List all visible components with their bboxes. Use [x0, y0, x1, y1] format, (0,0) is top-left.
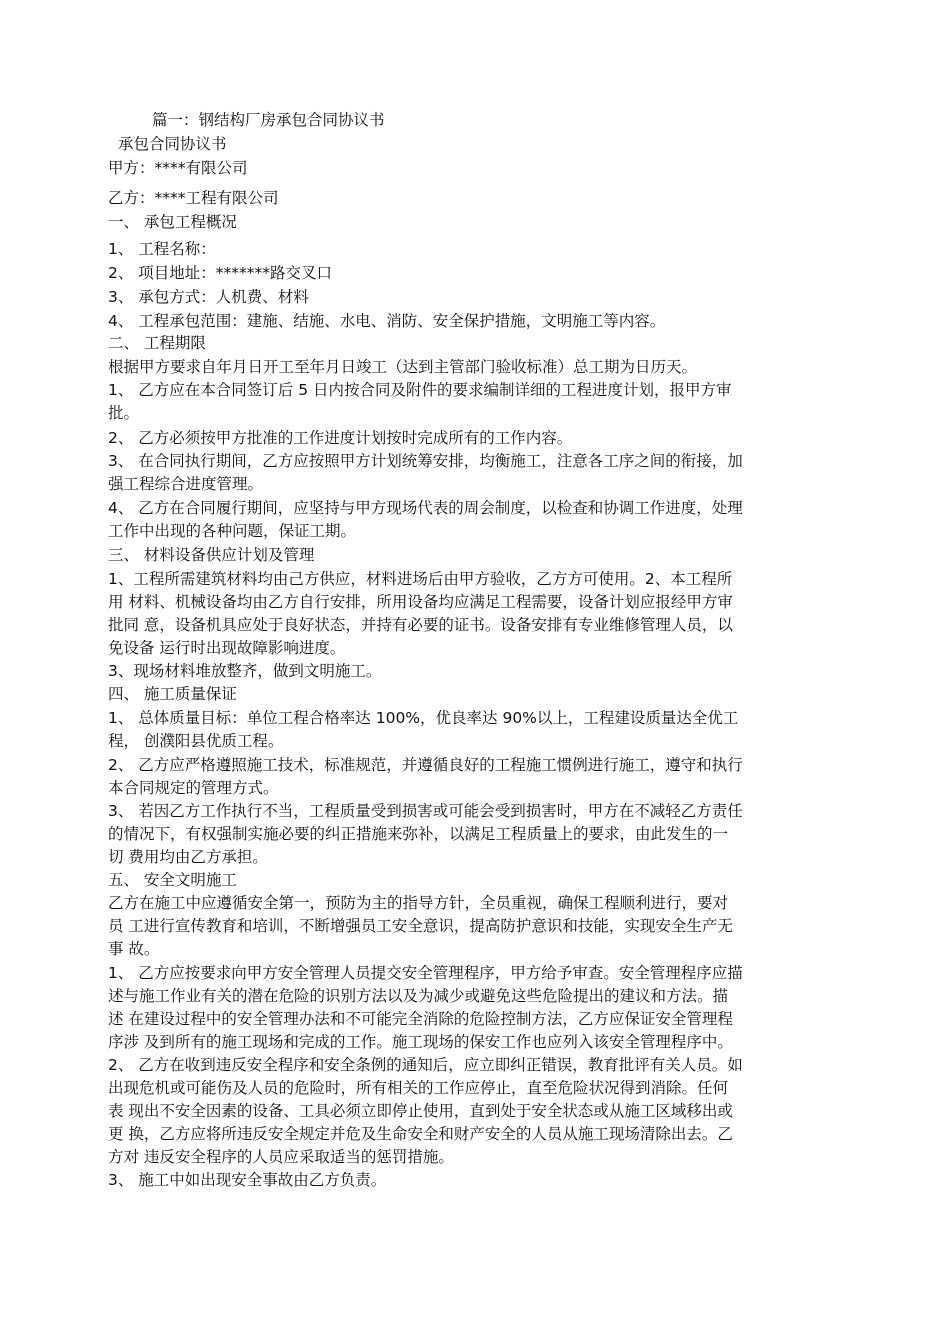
paragraph-line: 切 费用均由乙方承担。 — [108, 848, 268, 866]
paragraph-line: 2、 项目地址：*******路交叉口 — [108, 264, 333, 282]
paragraph-line: 表 现出不安全因素的设备、工具必须立即停止使用，直到处于安全状态或从施工区域移出或 — [108, 1102, 733, 1120]
paragraph-line: 述与施工作业有关的潜在危险的识别方法以及为减少或避免这些危险提出的建议和方法。描 — [108, 987, 729, 1005]
section-heading: 四、 施工质量保证 — [108, 685, 237, 703]
paragraph-line: 根据甲方要求自年月日开工至年月日竣工（达到主管部门验收标准）总工期为日历天。 — [108, 358, 698, 376]
party-b: 乙方：****工程有限公司 — [108, 189, 279, 207]
document-subtitle: 承包合同协议书 — [118, 135, 227, 153]
paragraph-line: 出现危机或可能伤及人员的危险时，所有相关的工作应停止，直至危险状况得到消除。任何 — [108, 1079, 729, 1097]
paragraph-line: 2、 乙方在收到违反安全程序和安全条例的通知后，应立即纠正错误，教育批评有关人员。如 — [108, 1056, 743, 1074]
paragraph-line: 1、 总体质量目标：单位工程合格率达 100%，优良率达 90%以上，工程建设质量达全优工 — [108, 709, 739, 727]
paragraph-line: 述 在建设过程中的安全管理办法和不可能完全消除的危险控制方法，乙方应保证安全管理程 — [108, 1010, 733, 1028]
paragraph-line: 事 故。 — [108, 940, 160, 958]
paragraph-line: 3、 在合同执行期间，乙方应按照甲方计划统筹安排，均衡施工，注意各工序之间的衔接，加 — [108, 452, 743, 470]
paragraph-line: 1、 工程名称： — [108, 240, 216, 258]
paragraph-line: 批同 意，设备机具应处于良好状态，并持有必要的证书。设备安排有专业维修管理人员，以 — [108, 616, 733, 634]
section-heading: 一、 承包工程概况 — [108, 213, 237, 231]
paragraph-line: 3、 若因乙方工作执行不当，工程质量受到损害或可能会受到损害时，甲方在不减轻乙方责任 — [108, 802, 743, 820]
paragraph-line: 1、工程所需建筑材料均由己方供应，材料进场后由甲方验收，乙方方可使用。2、本工程所 — [108, 570, 733, 588]
section-heading: 三、 材料设备供应计划及管理 — [108, 546, 315, 564]
paragraph-line: 3、现场材料堆放整齐，做到文明施工。 — [108, 662, 382, 680]
paragraph-line: 3、 施工中如出现安全事故由乙方负责。 — [108, 1171, 387, 1189]
paragraph-line: 1、 乙方应在本合同签订后 5 日内按合同及附件的要求编制详细的工程进度计划，报甲方审 — [108, 381, 732, 399]
paragraph-line: 免设备 运行时出现故障影响进度。 — [108, 639, 346, 657]
document-title: 篇一：钢结构厂房承包合同协议书 — [152, 111, 385, 129]
paragraph-line: 序涉 及到所有的施工现场和完成的工作。施工现场的保安工作也应列入该安全管理程序中。 — [108, 1033, 733, 1051]
paragraph-line: 用 材料、机械设备均由乙方自行安排，所用设备均应满足工程需要，设备计划应报经甲方审 — [108, 593, 733, 611]
paragraph-line: 强工程综合进度管理。 — [108, 475, 264, 493]
section-heading: 二、 工程期限 — [108, 334, 206, 352]
paragraph-line: 乙方在施工中应遵循安全第一，预防为主的指导方针，全员重视，确保工程顺利进行，要对 — [108, 894, 729, 912]
section-heading: 五、 安全文明施工 — [108, 871, 237, 889]
paragraph-line: 工作中出现的各种问题，保证工期。 — [108, 522, 357, 540]
paragraph-line: 批。 — [108, 404, 140, 422]
paragraph-line: 3、 承包方式：人机费、材料 — [108, 288, 309, 306]
paragraph-line: 本合同规定的管理方式。 — [108, 779, 279, 797]
paragraph-line: 2、 乙方必须按甲方批准的工作进度计划按时完成所有的工作内容。 — [108, 429, 573, 447]
paragraph-line: 2、 乙方应严格遵照施工技术，标准规范，并遵循良好的工程施工惯例进行施工，遵守和执行 — [108, 756, 743, 774]
paragraph-line: 4、 工程承包范围：建施、结施、水电、消防、安全保护措施，文明施工等内容。 — [108, 312, 666, 330]
paragraph-line: 1、 乙方应按要求向甲方安全管理人员提交安全管理程序，甲方给予审查。安全管理程序应描 — [108, 964, 743, 982]
paragraph-line: 更 换，乙方应将所违反安全规定并危及生命安全和财产安全的人员从施工现场清除出去。乙 — [108, 1125, 733, 1143]
paragraph-line: 员 工进行宣传教育和培训，不断增强员工安全意识，提高防护意识和技能，实现安全生产无 — [108, 917, 733, 935]
paragraph-line: 方对 违反安全程序的人员应采取适当的惩罚措施。 — [108, 1148, 454, 1166]
paragraph-line: 的情况下，有权强制实施必要的纠正措施来弥补，以满足工程质量上的要求，由此发生的一 — [108, 825, 729, 843]
paragraph-line: 程， 创濮阳县优质工程。 — [108, 732, 284, 750]
paragraph-line: 4、 乙方在合同履行期间，应坚持与甲方现场代表的周会制度，以检查和协调工作进度，处理 — [108, 499, 743, 517]
party-a: 甲方：****有限公司 — [108, 159, 248, 177]
